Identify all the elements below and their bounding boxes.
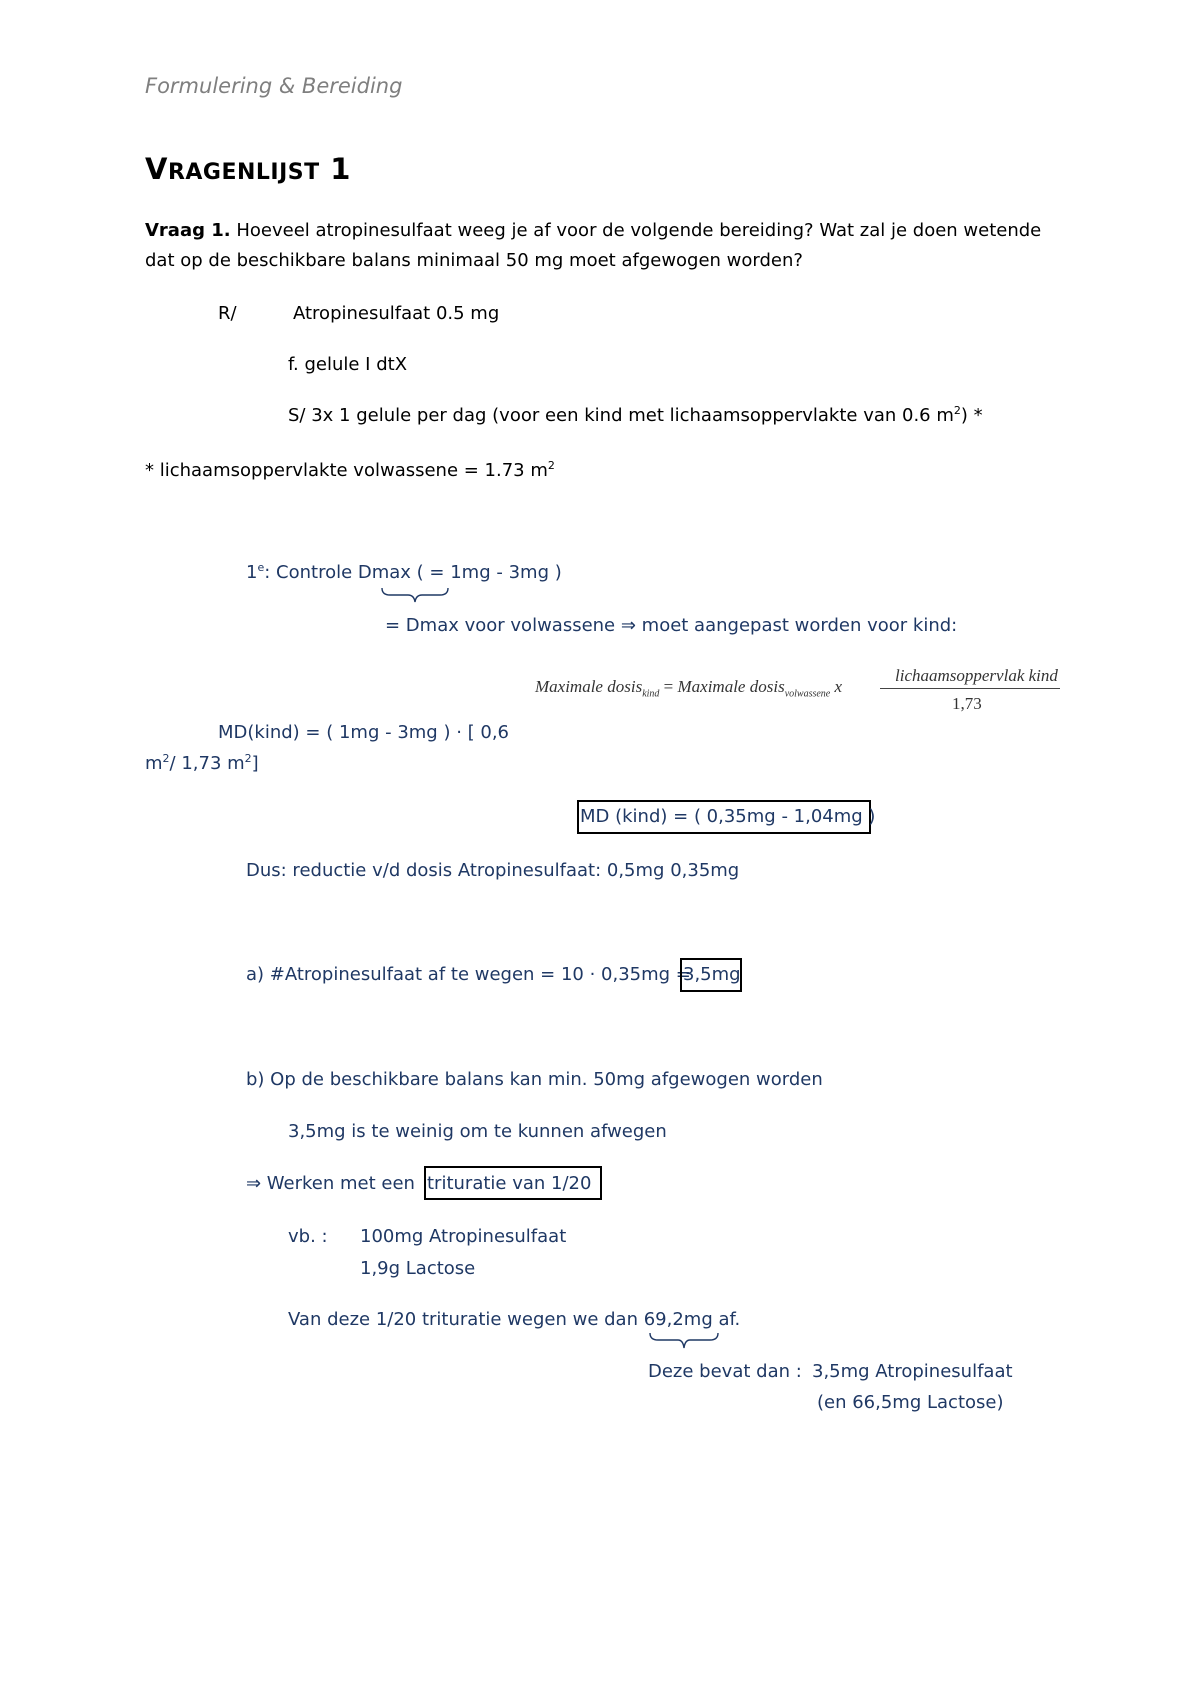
underbrace-amount [648, 1331, 720, 1353]
md-line-2-mid: / 1,73 m [169, 753, 245, 774]
question-text-1: Hoeveel atropinesulfaat weeg je af voor de volgende bereiding? Wat zal je doen wetende [236, 220, 1042, 241]
signa-text: S/ 3x 1 gelule per dag (voor een kind met lichaamsoppervlakte van 0.6 m [288, 405, 954, 426]
formula-lhs-sub: kind [642, 688, 660, 700]
question-line-1 [145, 222, 1041, 240]
weigh-line: Van deze 1/20 trituratie wegen we dan 69,2mg af. [288, 1309, 741, 1330]
formula-times: x [834, 677, 843, 696]
footnote-text: * lichaamsoppervlakte volwassene = 1.73 m [145, 460, 548, 481]
title-rest: RAGENLIJST [167, 160, 320, 185]
formula-rhs-text: Maximale dosis [677, 677, 785, 696]
page-header: Formulering & Bereiding [145, 74, 403, 98]
example-item-1: 100mg Atropinesulfaat [360, 1226, 567, 1247]
formula-numerator: lichaamsoppervlak kind [895, 666, 1058, 685]
md-line-2-end: ] [251, 753, 259, 774]
footnote [145, 459, 555, 481]
step-b-line: b) Op de beschikbare balans kan min. 50mg afgewogen worden [246, 1069, 823, 1090]
signa-sup: 2 [953, 404, 961, 417]
formula-fraction-bar [880, 688, 1060, 689]
conclusion-line: Dus: reductie v/d dosis Atropinesulfaat: 0,5mg 0,35mg [246, 860, 740, 881]
page-title [145, 152, 351, 186]
dmax-note: = Dmax voor volwassene ⇒ moet aangepast worden voor kind: [385, 615, 958, 636]
step-1-line [246, 561, 562, 583]
title-initial: V [145, 152, 168, 186]
title-number: 1 [330, 152, 351, 186]
contains-value-1: 3,5mg Atropinesulfaat [812, 1361, 1013, 1382]
underbrace-dmax [380, 586, 450, 606]
step-1-text: : Controle Dmax ( = 1mg - 3mg ) [264, 562, 562, 583]
footnote-sup: 2 [547, 459, 555, 472]
md-line-1: MD(kind) = ( 1mg - 3mg ) · [ 0,6 [218, 722, 510, 743]
md-line-2-sup2: 2 [244, 752, 252, 765]
formula-rhs-sub: volwassene [784, 688, 831, 700]
step-1-sup: e [257, 561, 265, 574]
step-b-consequence: 3,5mg is te weinig om te kunnen afwegen [288, 1121, 667, 1142]
step-a-result: 3,5mg [683, 964, 741, 985]
example-label: vb. : [288, 1226, 328, 1247]
prescription-form: f. gelule I dtX [288, 354, 408, 375]
prescription-drug: Atropinesulfaat 0.5 mg [293, 303, 500, 324]
prescription-signa [288, 404, 983, 426]
formula-equals: = [663, 677, 674, 696]
contains-value-2: (en 66,5mg Lactose) [817, 1392, 1004, 1413]
md-result: MD (kind) = ( 0,35mg - 1,04mg ) [580, 806, 876, 827]
formula-lhs [535, 677, 843, 700]
formula-lhs-text: Maximale dosis [535, 677, 643, 696]
question-label: Vraag 1. [145, 220, 231, 241]
md-line-2-m: m [145, 753, 163, 774]
step-1-number: 1 [246, 562, 258, 583]
question-line-2: dat op de beschikbare balans minimaal 50 mg moet afgewogen worden? [145, 250, 803, 271]
example-item-2: 1,9g Lactose [360, 1258, 476, 1279]
step-a-line: a) #Atropinesulfaat af te wegen = 10 · 0,35mg = [246, 964, 691, 985]
contains-label: Deze bevat dan : [648, 1361, 802, 1382]
md-line-2 [145, 752, 259, 774]
trituration-line: ⇒ Werken met een [246, 1173, 415, 1194]
trituration-text: trituratie van 1/20 [427, 1173, 592, 1194]
formula-denominator: 1,73 [952, 694, 982, 713]
md-line-2-sup1: 2 [162, 752, 170, 765]
signa-end: ) * [960, 405, 983, 426]
prescription-r-label: R/ [218, 303, 237, 324]
